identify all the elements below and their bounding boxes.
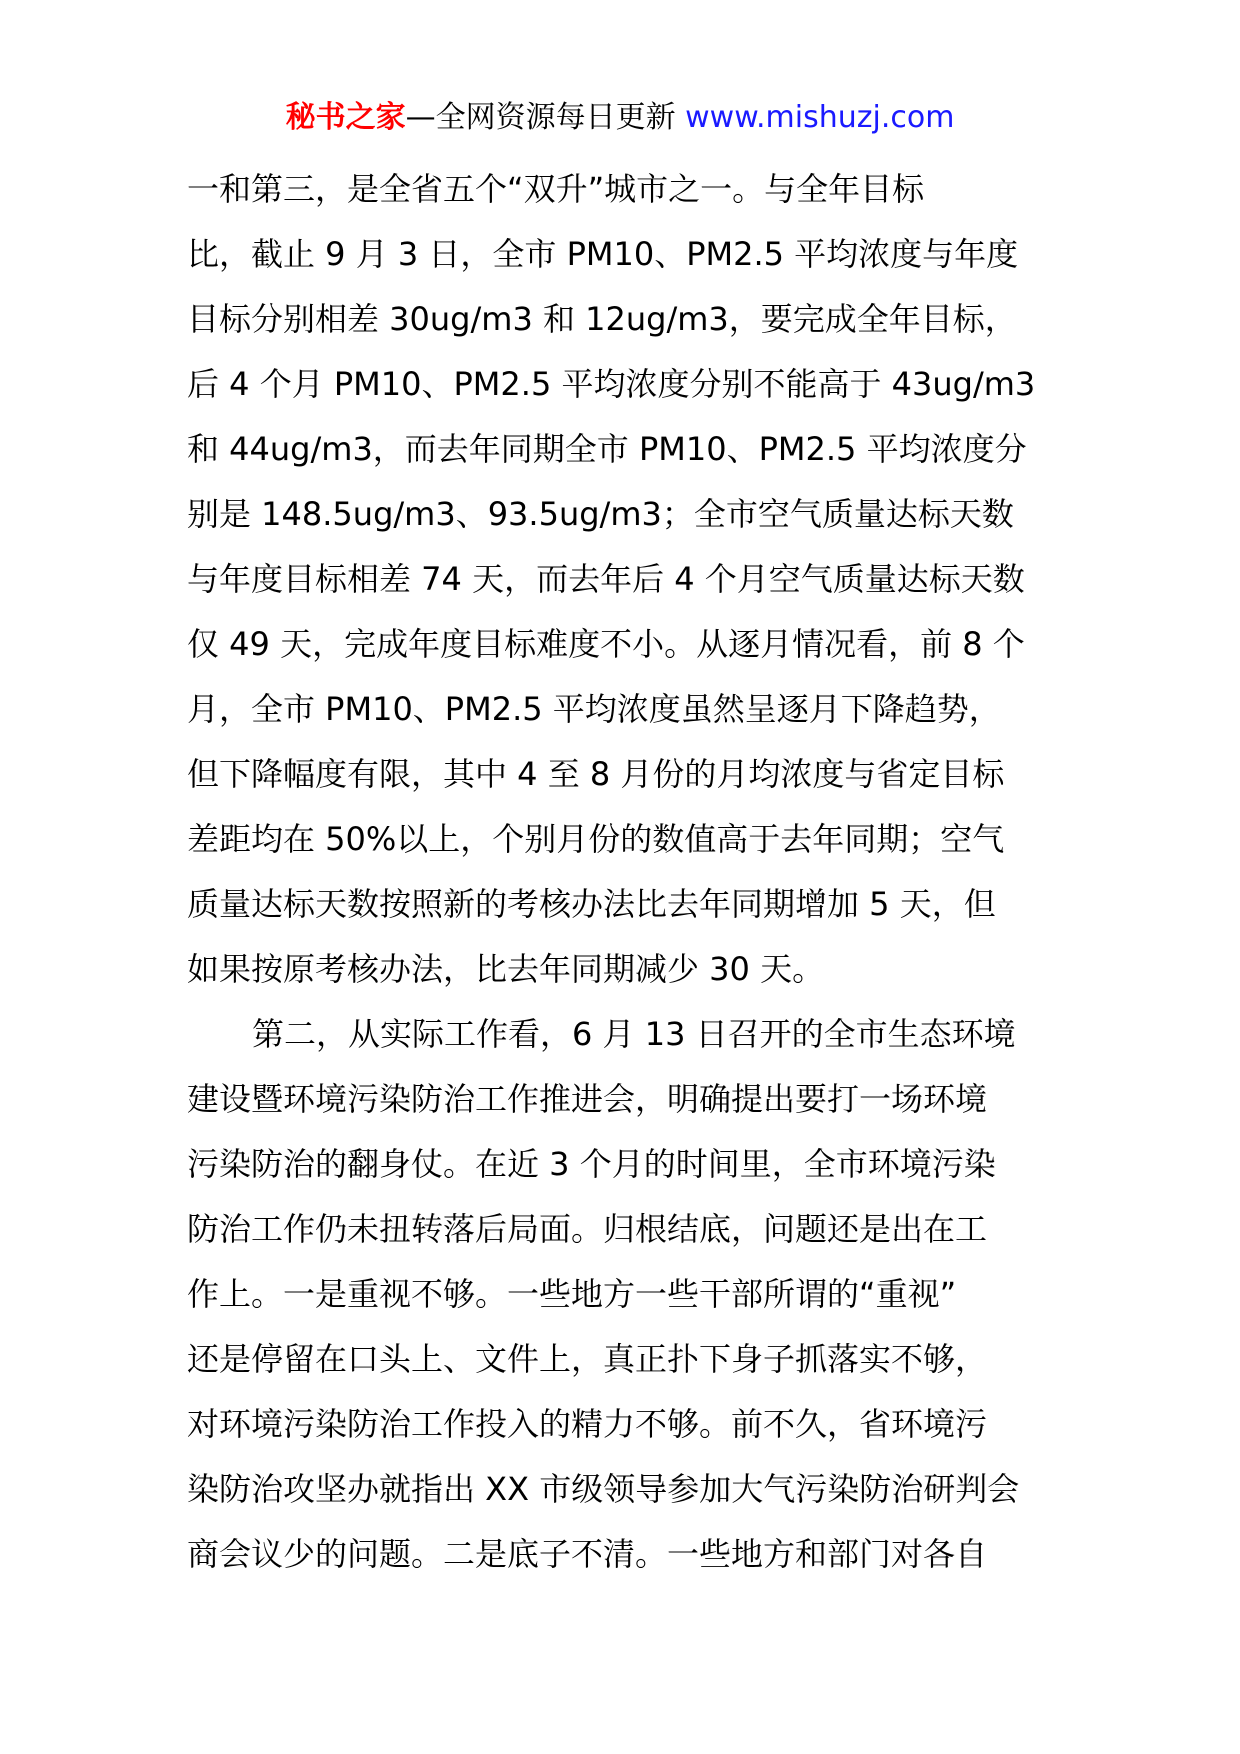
text-line: 防治工作仍未扭转落后局面。归根结底，问题还是出在工	[187, 1210, 988, 1248]
website-link[interactable]: www.mishuzj.com	[685, 100, 955, 135]
text-line: 但下降幅度有限，其中 4 至 8 月份的月均浓度与省定目标	[187, 755, 1005, 793]
document-body	[187, 157, 1057, 1587]
text-line: 后 4 个月 PM10、PM2.5 平均浓度分别不能高于 43ug/m3	[187, 365, 1036, 403]
text-line: 质量达标天数按照新的考核办法比去年同期增加 5 天，但	[187, 885, 996, 923]
text-line: 差距均在 50%以上，个别月份的数值高于去年同期；空气	[187, 820, 1005, 858]
text-line: 商会议少的问题。二是底子不清。一些地方和部门对各自	[187, 1535, 988, 1573]
paragraph-start-line: 第二，从实际工作看，6 月 13 日召开的全市生态环境	[252, 1015, 1016, 1053]
text-line: 污染防治的翻身仗。在近 3 个月的时间里，全市环境污染	[187, 1145, 996, 1183]
text-line: 作上。一是重视不够。一些地方一些干部所谓的“重视”	[187, 1275, 957, 1313]
text-line: 月，全市 PM10、PM2.5 平均浓度虽然呈逐月下降趋势，	[187, 690, 1001, 728]
text-line: 与年度目标相差 74 天，而去年后 4 个月空气质量达标天数	[187, 560, 1025, 598]
document-header	[0, 98, 1240, 138]
text-line: 还是停留在口头上、文件上，真正扑下身子抓落实不够，	[187, 1340, 988, 1378]
brand-name: 秘书之家	[285, 100, 406, 135]
text-line: 比，截止 9 月 3 日，全市 PM10、PM2.5 平均浓度与年度	[187, 235, 1019, 273]
text-line: 如果按原考核办法，比去年同期减少 30 天。	[187, 950, 825, 988]
text-line: 建设暨环境污染防治工作推进会，明确提出要打一场环境	[187, 1080, 988, 1118]
text-line: 目标分别相差 30ug/m3 和 12ug/m3，要完成全年目标，	[187, 300, 1017, 338]
text-line: 和 44ug/m3，而去年同期全市 PM10、PM2.5 平均浓度分	[187, 430, 1027, 468]
text-line: 一和第三，是全省五个“双升”城市之一。与全年目标	[187, 170, 925, 208]
header-tagline: —全网资源每日更新	[405, 100, 686, 135]
text-line: 染防治攻坚办就指出 XX 市级领导参加大气污染防治研判会	[187, 1470, 1020, 1508]
text-line: 仅 49 天，完成年度目标难度不小。从逐月情况看，前 8 个	[187, 625, 1025, 663]
text-line: 别是 148.5ug/m3、93.5ug/m3；全市空气质量达标天数	[187, 495, 1014, 533]
text-line: 对环境污染防治工作投入的精力不够。前不久，省环境污	[187, 1405, 988, 1443]
